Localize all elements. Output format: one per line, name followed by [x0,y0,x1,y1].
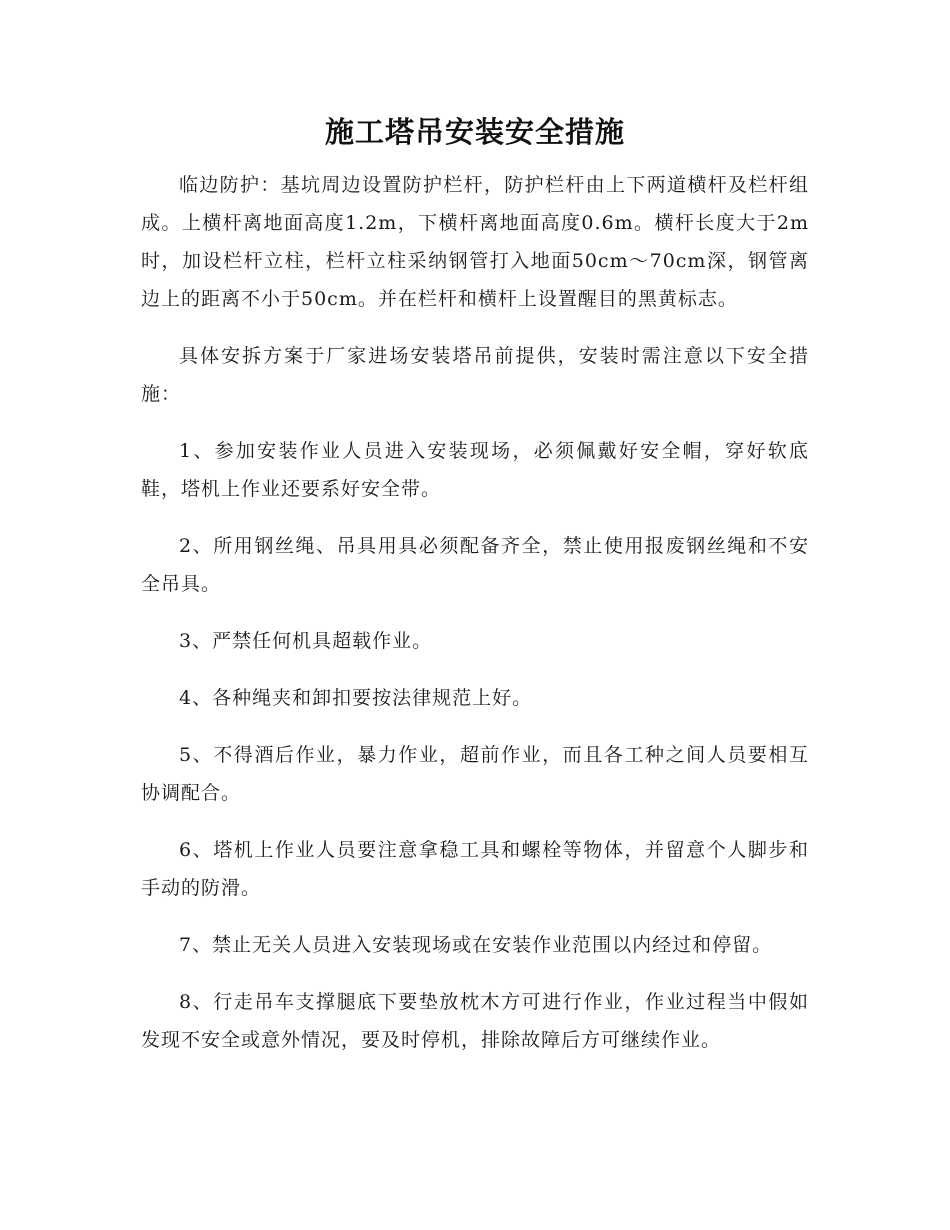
paragraph-item-4: 4、各种绳夹和卸扣要按法律规范上好。 [179,687,533,709]
document-title: 施工塔吊安装安全措施 [324,115,625,149]
paragraph-installation-plan: 具体安拆方案于厂家进场安装塔吊前提供，安装时需注意以下安全措施： [141,345,809,405]
paragraph-edge-protection: 临边防护：基坑周边设置防护栏杆，防护栏杆由上下两道横杆及栏杆组成。上横杆离地面高度1.2m，下横杆离地面高度0.6m。横杆长度大于2m时，加设栏杆立柱，栏杆立柱采纳钢管打入地面50cm～70cm深，钢管离边上的距离不小于50cm。并在栏杆和横杆上设置醒目的黑黄标志。 [141,174,809,310]
document-body [141,166,809,1078]
paragraph-item-1: 1、参加安装作业人员进入安装现场，必须佩戴好安全帽，穿好软底鞋，塔机上作业还要系好安全带。 [141,440,809,500]
paragraph-item-5: 5、不得酒后作业，暴力作业，超前作业，而且各工种之间人员要相互协调配合。 [141,744,809,804]
paragraph-item-6: 6、塔机上作业人员要注意拿稳工具和螺栓等物体，并留意个人脚步和手动的防滑。 [141,839,809,899]
paragraph-item-3: 3、严禁任何机具超载作业。 [179,630,433,652]
paragraph-item-2: 2、所用钢丝绳、吊具用具必须配备齐全，禁止使用报废钢丝绳和不安全吊具。 [141,535,809,595]
paragraph-item-7: 7、禁止无关人员进入安装现场或在安装作业范围以内经过和停留。 [179,934,773,956]
paragraph-item-8: 8、行走吊车支撑腿底下要垫放枕木方可进行作业，作业过程当中假如发现不安全或意外情况，要及时停机，排除故障后方可继续作业。 [141,991,809,1051]
